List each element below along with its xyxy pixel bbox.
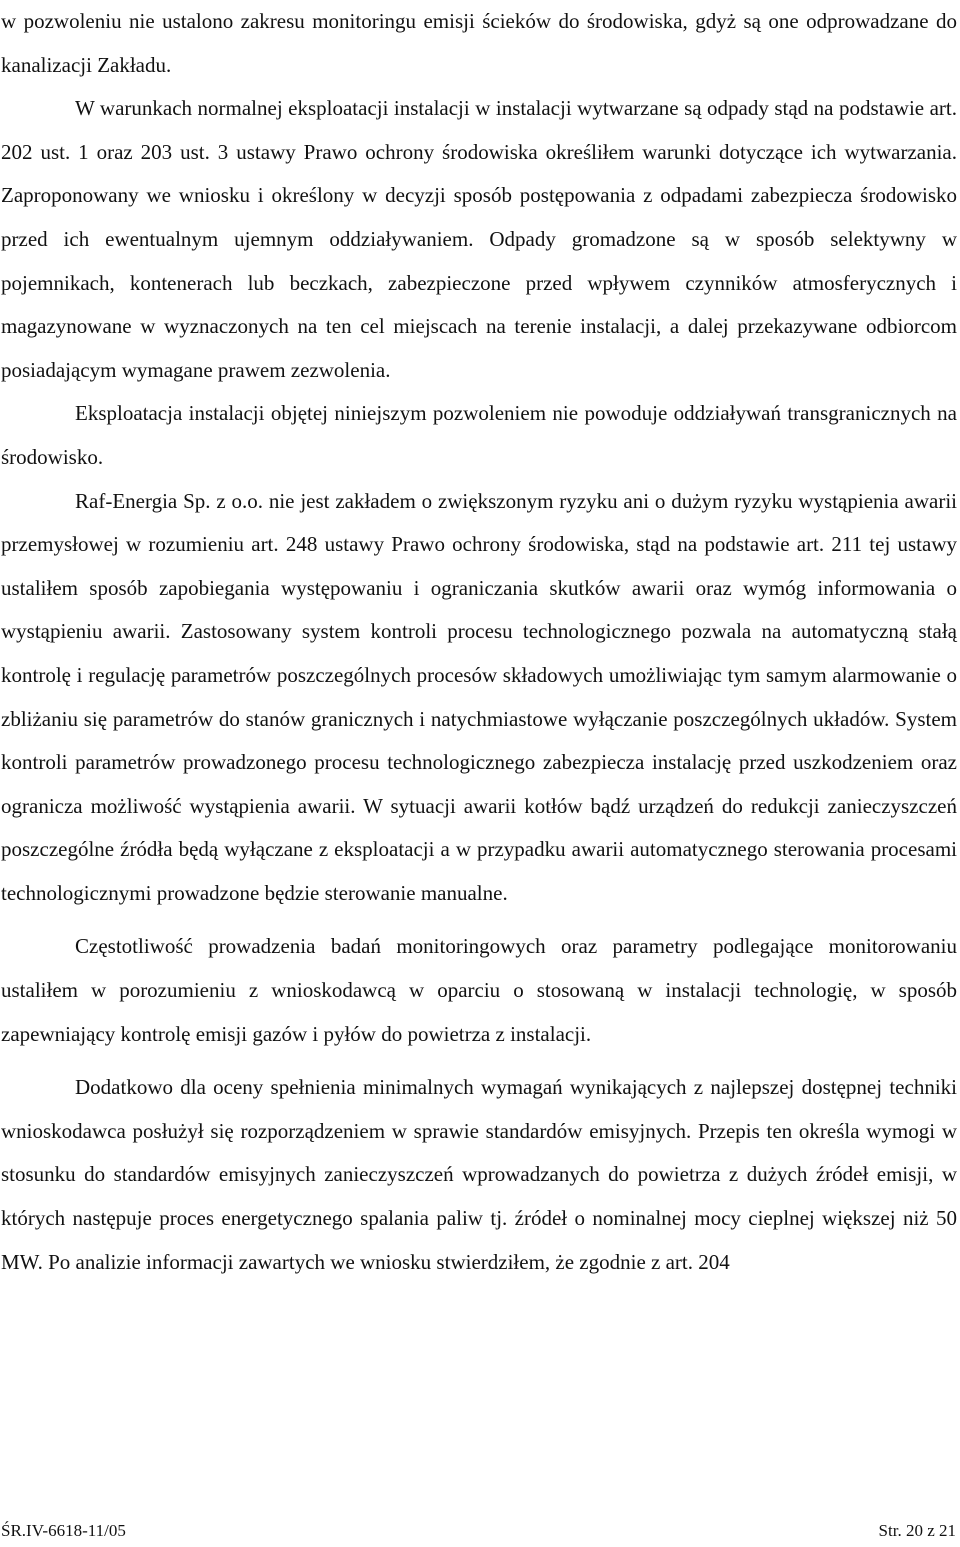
document-body — [1, 0, 957, 1284]
page-footer — [1, 1521, 956, 1541]
paragraph-failure-risk: Raf-Energia Sp. z o.o. nie jest zakładem o zwiększonym ryzyku ani o dużym ryzyku wystąpienia awarii przemysłowej w rozumieniu art. 248 ustawy Prawo ochrony środowiska, stąd na podstawie art. 211 tej ustawy ustaliłem sposób zapobiegania występowaniu i ograniczania skutków awarii oraz wymóg informowania o wystąpieniu awarii. Zastosowany system kontroli procesu technologicznego pozwala na automatyczną stałą kontrolę i regulację parametrów poszczególnych procesów składowych umożliwiając tym samym alarmowanie o zbliżaniu się parametrów do stanów granicznych i natychmiastowe wyłączanie poszczególnych układów. System kontroli parametrów prowadzonego procesu technologicznego zabezpiecza instalację przed uszkodzeniem oraz ogranicza możliwość wystąpienia awarii. W sytuacji awarii kotłów bądź urządzeń do redukcji zanieczyszczeń poszczególne źródła będą wyłączane z eksploatacji a w przypadku awarii automatycznego sterowania procesami technologicznymi prowadzone będzie sterowanie manualne. — [1, 488, 957, 905]
document-reference: ŚR.IV-6618-11/05 — [1, 1521, 126, 1540]
paragraph-transboundary: Eksploatacja instalacji objętej niniejszym pozwoleniem nie powoduje oddziaływań transgranicznych na środowisko. — [1, 401, 957, 469]
paragraph-monitoring: Częstotliwość prowadzenia badań monitoringowych oraz parametry podlegające monitorowaniu ustaliłem w porozumieniu z wnioskodawcą w oparciu o stosowaną w instalacji technologię, w sposób zapewniający kontrolę emisji gazów i pyłów do powietrza z instalacji. — [1, 934, 957, 1046]
paragraph-wastewater: w pozwoleniu nie ustalono zakresu monitoringu emisji ścieków do środowiska, gdyż są one odprowadzane do kanalizacji Zakładu. — [1, 9, 957, 77]
paragraph-emission-standards: Dodatkowo dla oceny spełnienia minimalnych wymagań wynikających z najlepszej dostępnej techniki wnioskodawca posłużył się rozporządzeniem w sprawie standardów emisyjnych. Przepis ten określa wymogi w stosunku do standardów emisyjnych zanieczyszczeń wprowadzanych do powietrza z dużych źródeł emisji, w których następuje proces energetycznego spalania paliw tj. źródeł o nominalnej mocy cieplnej większej niż 50 MW. Po analizie informacji zawartych we wniosku stwierdziłem, że zgodnie z art. 204 — [1, 1075, 957, 1274]
paragraph-waste: W warunkach normalnej eksploatacji instalacji w instalacji wytwarzane są odpady stąd na podstawie art. 202 ust. 1 oraz 203 ust. 3 ustawy Prawo ochrony środowiska określiłem warunki dotyczące ich wytwarzania. Zaproponowany we wniosku i określony w decyzji sposób postępowania z odpadami zabezpiecza środowisko przed ich ewentualnym ujemnym oddziaływaniem. Odpady gromadzone są w sposób selektywny w pojemnikach, kontenerach lub beczkach, zabezpieczone przed wpływem czynników atmosferycznych i magazynowane w wyznaczonych na ten cel miejscach na terenie instalacji, a dalej przekazywane odbiorcom posiadającym wymagane prawem zezwolenia. — [1, 96, 957, 382]
page-number: Str. 20 z 21 — [878, 1521, 956, 1540]
